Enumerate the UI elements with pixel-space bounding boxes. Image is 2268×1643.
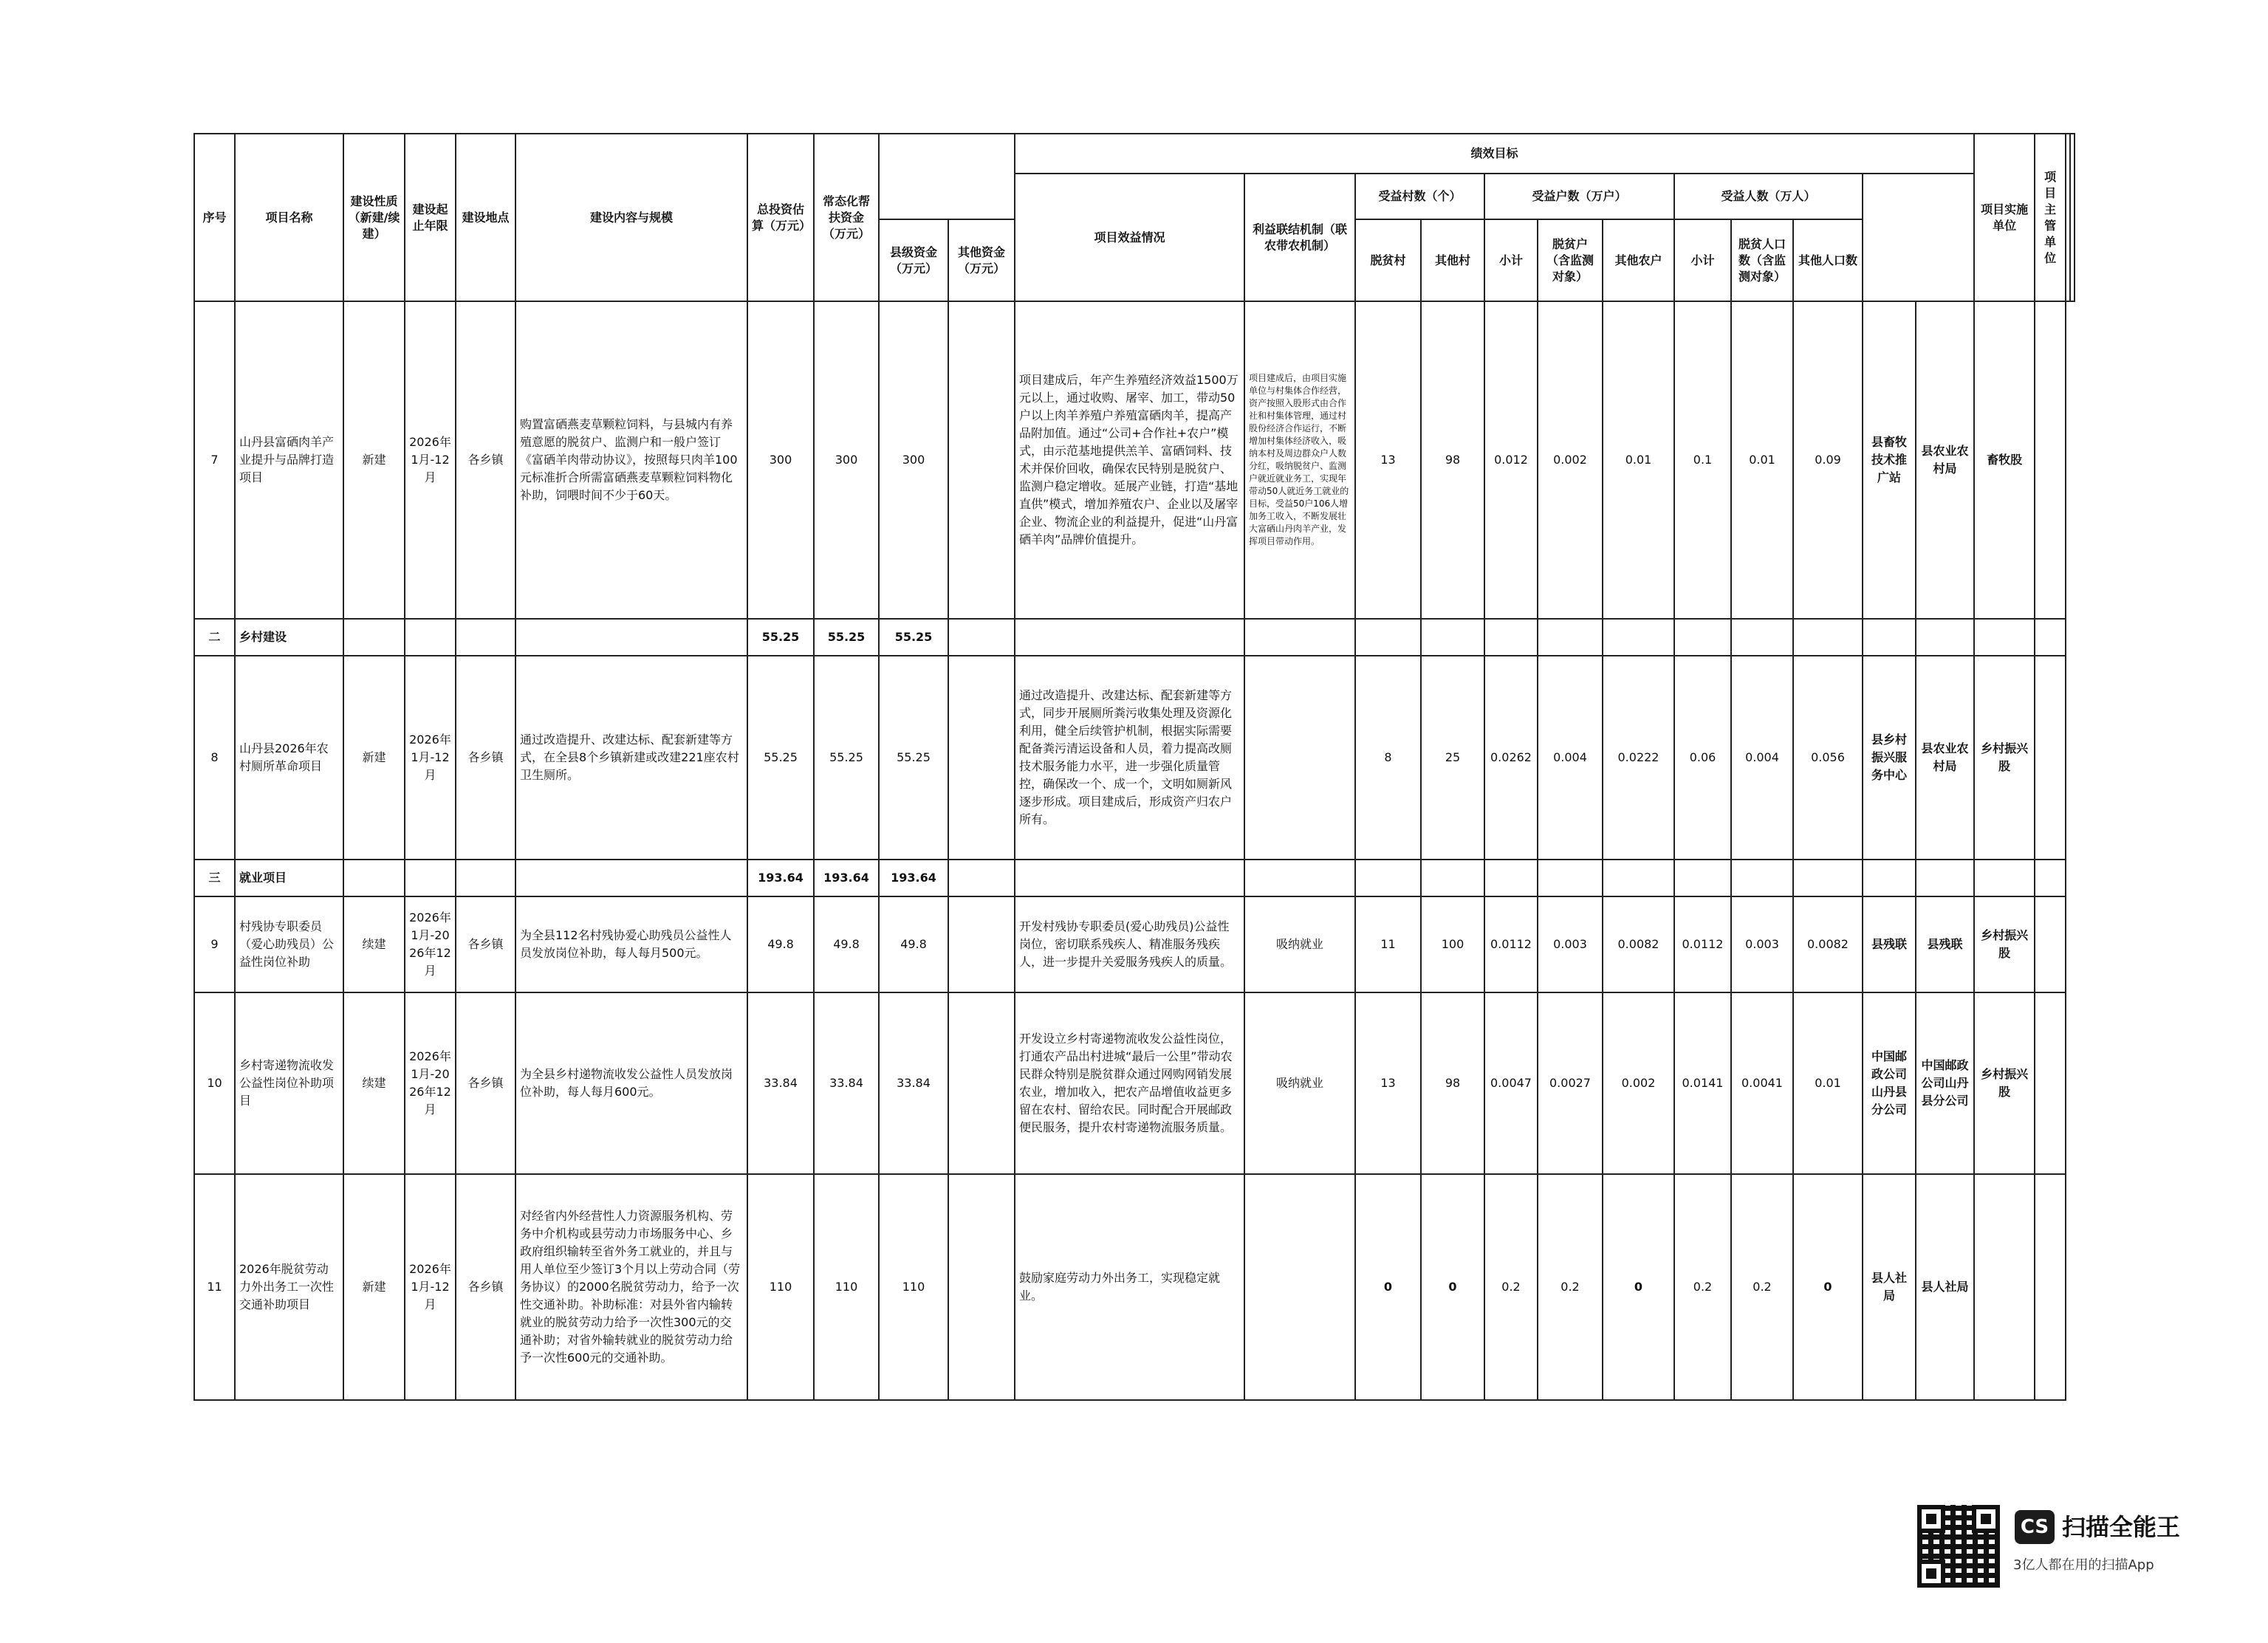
total-investment: 49.8: [747, 896, 814, 992]
households-subtotal: 0.0112: [1484, 896, 1538, 992]
mechanism: 吸纳就业: [1244, 896, 1355, 992]
section-county: 55.25: [879, 619, 948, 656]
location: 各乡镇: [456, 656, 515, 860]
dept: 县人社局: [1916, 1174, 1974, 1400]
section-total: 55.25: [747, 619, 814, 656]
location: 各乡镇: [456, 992, 515, 1174]
other-fund: [948, 656, 1015, 860]
header-location: 建设地点: [456, 134, 515, 301]
header-regular: 常态化帮扶资金（万元）: [814, 134, 879, 301]
section-row: [194, 619, 2075, 656]
header-other-fund: 其他资金（万元）: [948, 219, 1015, 301]
project-name: 2026年脱贫劳动力外出务工一次性交通补助项目: [235, 1174, 343, 1400]
other-villages: 98: [1421, 992, 1484, 1174]
header-no: 序号: [194, 134, 235, 301]
people-subtotal: 0.0112: [1674, 896, 1731, 992]
header-villages: 受益村数（个）: [1355, 174, 1484, 219]
poor-population: 0.2: [1731, 1174, 1793, 1400]
location: 各乡镇: [456, 896, 515, 992]
header-other-households: 其他农户: [1603, 219, 1674, 301]
county-fund: 300: [879, 301, 948, 619]
row-no: 8: [194, 656, 235, 860]
header-note: [2070, 134, 2075, 301]
other-population: 0.09: [1793, 301, 1863, 619]
resp: 畜牧股: [1974, 301, 2035, 619]
header-fund-blank: [879, 134, 1015, 219]
regular-fund: 300: [814, 301, 879, 619]
content: 为全县112名村残协爱心助残员公益性人员发放岗位补助，每人每月500元。: [515, 896, 747, 992]
impl-unit: 县人社局: [1863, 1174, 1916, 1400]
header-people-subtotal: 小计: [1674, 219, 1731, 301]
other-population: 0.056: [1793, 656, 1863, 860]
county-fund: 110: [879, 1174, 948, 1400]
header-mechanism: 利益联结机制（联农带农机制）: [1244, 174, 1355, 301]
regular-fund: 55.25: [814, 656, 879, 860]
header-impl-unit: 项目实施单位: [1974, 134, 2035, 301]
poor-households: 0.2: [1538, 1174, 1603, 1400]
content: 对经省内外经营性人力资源服务机构、劳务中介机构或县劳动力市场服务中心、乡政府组织输转至省外务工就业的，并且与用人单位至少签订3个月以上劳动合同（劳务协议）的2000名脱贫劳动力，给予一次性交通补助。补助标准：对县外省内输转就业的脱贫劳动力给予一次性300元的交通补助；对省外输转就业的脱贫劳动力给予一次性600元的交通补助。: [515, 1174, 747, 1400]
qr-code-icon: [1917, 1505, 2000, 1588]
households-subtotal: 0.2: [1484, 1174, 1538, 1400]
header-other-villages: 其他村: [1421, 219, 1484, 301]
table-row: [194, 896, 2075, 992]
poor-villages: 11: [1355, 896, 1421, 992]
benefit: 鼓励家庭劳动力外出务工，实现稳定就业。: [1015, 1174, 1244, 1400]
content: 为全县乡村递物流收发公益性人员发放岗位补助，每人每月600元。: [515, 992, 747, 1174]
section-total: 193.64: [747, 860, 814, 896]
resp: 乡村振兴股: [1974, 656, 2035, 860]
section-county: 193.64: [879, 860, 948, 896]
poor-households: 0.002: [1538, 301, 1603, 619]
header-benefit: 项目效益情况: [1015, 174, 1244, 301]
camscanner-logo-icon: CS: [2015, 1510, 2055, 1544]
regular-fund: 110: [814, 1174, 879, 1400]
other-villages: 25: [1421, 656, 1484, 860]
mechanism: 项目建成后，由项目实施单位与村集体合作经营，资产按照入股形式由合作社和村集体管理，通过村股份经济合作运行，不断增加村集体经济收入，吸纳本村及周边群众户人数分红，吸纳脱贫户、监测户就近就业务工，实现年带动50人就近务工就业的目标，受益50户106人增加务工收入，不断发展壮大富硒山丹肉羊产业，发挥项目带动作用。: [1244, 301, 1355, 619]
other-population: 0.0082: [1793, 896, 1863, 992]
nature: 新建: [343, 656, 405, 860]
total-investment: 33.84: [747, 992, 814, 1174]
other-villages: 100: [1421, 896, 1484, 992]
row-no: 7: [194, 301, 235, 619]
resp: 乡村振兴股: [1974, 992, 2035, 1174]
other-fund: [948, 1174, 1015, 1400]
mechanism: [1244, 656, 1355, 860]
poor-households: 0.004: [1538, 656, 1603, 860]
section-no: 二: [194, 619, 235, 656]
poor-population: 0.0041: [1731, 992, 1793, 1174]
period: 2026年1月-2026年12月: [405, 896, 456, 992]
poor-population: 0.003: [1731, 896, 1793, 992]
poor-villages: 13: [1355, 992, 1421, 1174]
location: 各乡镇: [456, 301, 515, 619]
other-population: 0.01: [1793, 992, 1863, 1174]
county-fund: 55.25: [879, 656, 948, 860]
project-name: 山丹县富硒肉羊产业提升与品牌打造项目: [235, 301, 343, 619]
households-subtotal: 0.0262: [1484, 656, 1538, 860]
header-households: 受益户数（万户）: [1484, 174, 1674, 219]
resp: 乡村振兴股: [1974, 896, 2035, 992]
header-other-population: 其他人口数: [1793, 219, 1863, 301]
people-subtotal: 0.06: [1674, 656, 1731, 860]
other-villages: 98: [1421, 301, 1484, 619]
watermark-subtitle: 3亿人都在用的扫描App: [2013, 1557, 2154, 1573]
benefit: 项目建成后，年产生养殖经济效益1500万元以上，通过收购、屠宰、加工，带动50户以上肉羊养殖户养殖富硒肉羊，提高产品附加值。通过“公司+合作社+农户”模式，由示范基地提供羔羊、富硒饲料、技术并保价回收，确保农民特别是脱贫户、监测户稳定增收。延展产业链，打造“基地直供”模式，增加养殖农户、企业以及屠宰企业、物流企业的利益提升，促进“山丹富硒羊肉”品牌价值提升。: [1015, 301, 1244, 619]
county-fund: 33.84: [879, 992, 948, 1174]
header-people: 受益人数（万人）: [1674, 174, 1863, 219]
header-poor-population: 脱贫人口数（含监测对象）: [1731, 219, 1793, 301]
header-poor-households: 脱贫户（含监测对象）: [1538, 219, 1603, 301]
header-poor-villages: 脱贫村: [1355, 219, 1421, 301]
row-no: 11: [194, 1174, 235, 1400]
project-table: [193, 133, 2075, 1401]
header-name: 项目名称: [235, 134, 343, 301]
location: 各乡镇: [456, 1174, 515, 1400]
header-content: 建设内容与规模: [515, 134, 747, 301]
table-row: [194, 656, 2075, 860]
people-subtotal: 0.1: [1674, 301, 1731, 619]
poor-households: 0.003: [1538, 896, 1603, 992]
nature: 新建: [343, 1174, 405, 1400]
other-households: 0.01: [1603, 301, 1674, 619]
mechanism: [1244, 1174, 1355, 1400]
section-regular: 193.64: [814, 860, 879, 896]
impl-unit: 县畜牧技术推广站: [1863, 301, 1916, 619]
poor-population: 0.004: [1731, 656, 1793, 860]
header-total: 总投资估算（万元）: [747, 134, 814, 301]
note: [2035, 301, 2066, 619]
note: [2035, 656, 2066, 860]
header-dept: 项目主管单位: [2035, 134, 2066, 301]
period: 2026年1月-12月: [405, 1174, 456, 1400]
other-fund: [948, 992, 1015, 1174]
impl-unit: 县残联: [1863, 896, 1916, 992]
dept: 县残联: [1916, 896, 1974, 992]
regular-fund: 33.84: [814, 992, 879, 1174]
total-investment: 55.25: [747, 656, 814, 860]
header-period: 建设起止年限: [405, 134, 456, 301]
row-no: 9: [194, 896, 235, 992]
section-regular: 55.25: [814, 619, 879, 656]
other-households: 0.0082: [1603, 896, 1674, 992]
total-investment: 300: [747, 301, 814, 619]
benefit: 开发设立乡村寄递物流收发公益性岗位，打通农产品出村进城“最后一公里”带动农民群众特别是脱贫群众通过网购网销发展农业，增加收入，把农产品增值收益更多留在农村、留给农民。同时配合开展邮政便民服务，提升农村寄递物流服务质量。: [1015, 992, 1244, 1174]
note: [2035, 1174, 2066, 1400]
dept: 中国邮政公司山丹县分公司: [1916, 992, 1974, 1174]
dept: 县农业农村局: [1916, 301, 1974, 619]
header-county-fund: 县级资金（万元）: [879, 219, 948, 301]
period: 2026年1月-12月: [405, 301, 456, 619]
nature: 新建: [343, 301, 405, 619]
project-name: 乡村寄递物流收发公益性岗位补助项目: [235, 992, 343, 1174]
section-row: [194, 860, 2075, 896]
nature: 续建: [343, 992, 405, 1174]
dept: 县农业农村局: [1916, 656, 1974, 860]
benefit: 开发村残协专职委员(爱心助残员)公益性岗位，密切联系残疾人、精准服务残疾人，进一步提升关爱服务残疾人的质量。: [1015, 896, 1244, 992]
impl-unit: 中国邮政公司山丹县分公司: [1863, 992, 1916, 1174]
poor-households: 0.0027: [1538, 992, 1603, 1174]
note: [2035, 992, 2066, 1174]
impl-unit: 县乡村振兴服务中心: [1863, 656, 1916, 860]
county-fund: 49.8: [879, 896, 948, 992]
content: 通过改造提升、改建达标、配套新建等方式，在全县8个乡镇新建或改建221座农村卫生厕所。: [515, 656, 747, 860]
other-fund: [948, 896, 1015, 992]
benefit: 通过改造提升、改建达标、配套新建等方式，同步开展厕所粪污收集处理及资源化利用，健全后续管护机制，根据实际需要配备粪污清运设备和人员，着力提高改厕技术服务能力水平，进一步强化质量管控，确保改一个、成一个，文明如厕新风逐步形成。项目建成后，形成资产归农户所有。: [1015, 656, 1244, 860]
people-subtotal: 0.0141: [1674, 992, 1731, 1174]
period: 2026年1月-12月: [405, 656, 456, 860]
poor-population: 0.01: [1731, 301, 1793, 619]
table-row: [194, 992, 2075, 1174]
nature: 续建: [343, 896, 405, 992]
other-households: 0.0222: [1603, 656, 1674, 860]
other-households: 0.002: [1603, 992, 1674, 1174]
content: 购置富硒燕麦草颗粒饲料，与县城内有养殖意愿的脱贫户、监测户和一般户签订《富硒羊肉带动协议》，按照每只肉羊100元标准折合所需富硒燕麦草颗粒饲料物化补助，饲喂时间不少于60天。: [515, 301, 747, 619]
note: [2035, 896, 2066, 992]
households-subtotal: 0.0047: [1484, 992, 1538, 1174]
section-name: 乡村建设: [235, 619, 343, 656]
watermark-title: 扫描全能王: [2062, 1513, 2181, 1541]
period: 2026年1月-2026年12月: [405, 992, 456, 1174]
poor-villages: 8: [1355, 656, 1421, 860]
section-name: 就业项目: [235, 860, 343, 896]
project-name: 山丹县2026年农村厕所革命项目: [235, 656, 343, 860]
table-row: [194, 301, 2075, 619]
table-row: [194, 1174, 2075, 1400]
section-no: 三: [194, 860, 235, 896]
poor-villages: 13: [1355, 301, 1421, 619]
other-population: 0: [1793, 1174, 1863, 1400]
regular-fund: 49.8: [814, 896, 879, 992]
poor-villages: 0: [1355, 1174, 1421, 1400]
other-fund: [948, 301, 1015, 619]
project-name: 村残协专职委员（爱心助残员）公益性岗位补助: [235, 896, 343, 992]
header-performance-targets: 绩效目标: [1015, 134, 1974, 174]
other-villages: 0: [1421, 1174, 1484, 1400]
other-households: 0: [1603, 1174, 1674, 1400]
households-subtotal: 0.012: [1484, 301, 1538, 619]
people-subtotal: 0.2: [1674, 1174, 1731, 1400]
total-investment: 110: [747, 1174, 814, 1400]
mechanism: 吸纳就业: [1244, 992, 1355, 1174]
row-no: 10: [194, 992, 235, 1174]
header-nature: 建设性质（新建/续建）: [343, 134, 405, 301]
header-households-subtotal: 小计: [1484, 219, 1538, 301]
resp: [1974, 1174, 2035, 1400]
